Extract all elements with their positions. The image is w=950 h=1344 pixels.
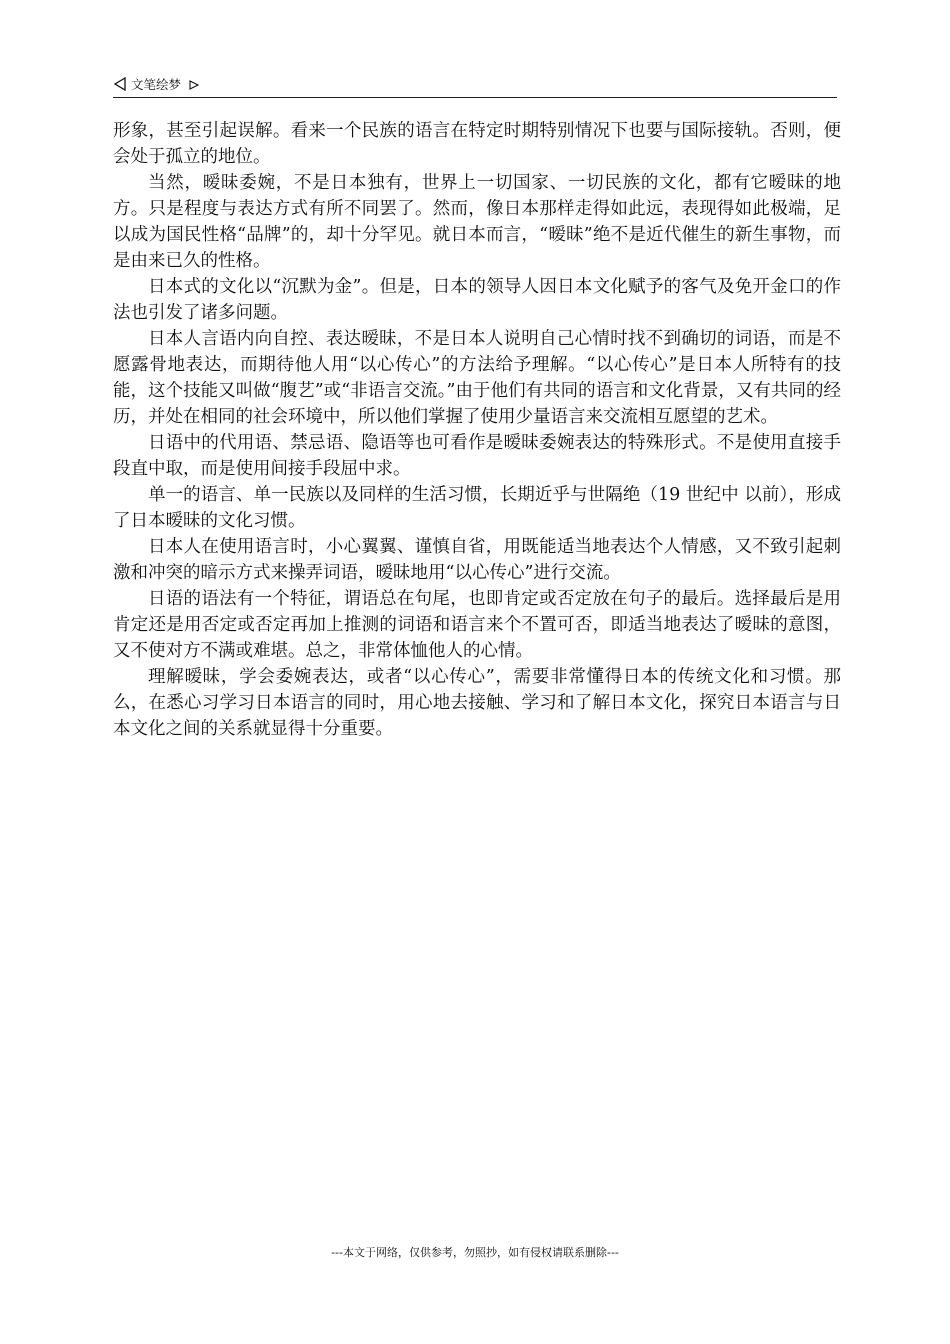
- page-header: [113, 74, 837, 98]
- paragraph: 日本式的文化以“沉默为金”。但是，日本的领导人因日本文化赋予的客气及免开金口的作法也引发了诸多问题。: [113, 277, 841, 323]
- document-body: [113, 118, 841, 742]
- paragraph: 日语中的代用语、禁忌语、隐语等也可看作是暧昧委婉表达的特殊形式。不是使用直接手段直中取，而是使用间接手段屈中求。: [113, 433, 841, 479]
- triangle-left-icon: [113, 77, 127, 91]
- paragraph: 形象，甚至引起误解。看来一个民族的语言在特定时期特别情况下也要与国际接轨。否则，便会处于孤立的地位。: [113, 121, 841, 167]
- paragraph: 日本人在使用语言时，小心翼翼、谨慎自省，用既能适当地表达个人情感，又不致引起刺激和冲突的暗示方式来操弄词语，暧昧地用“以心传心”进行交流。: [113, 537, 841, 583]
- paragraph: 单一的语言、单一民族以及同样的生活习惯，长期近乎与世隔绝（19 世纪中 以前），形成了日本暧昧的文化习惯。: [113, 485, 841, 531]
- header-title: 文笔绘梦: [131, 77, 182, 92]
- paragraph: 日语的语法有一个特征，谓语总在句尾，也即肯定或否定放在句子的最后。选择最后是用肯定还是用否定或否定再加上推测的词语和语言来个不置可否，即适当地表达了暧昧的意图，又不使对方不满或难堪。总之，非常体恤他人的心情。: [113, 589, 841, 661]
- paragraph: 理解暧昧，学会委婉表达，或者“以心传心”，需要非常懂得日本的传统文化和习惯。那么，在悉心习学习日本语言的同时，用心地去接触、学习和了解日本文化，探究日本语言与日本文化之间的关系就显得十分重要。: [113, 667, 841, 739]
- header-brand: [113, 74, 199, 94]
- page-footer: ---本文于网络，仅供参考，勿照抄，如有侵权请联系删除---: [331, 1246, 619, 1259]
- paragraph: 当然，暧昧委婉，不是日本独有，世界上一切国家、一切民族的文化，都有它暧昧的地方。只是程度与表达方式有所不同罢了。然而，像日本那样走得如此远，表现得如此极端，足以成为国民性格“品牌”的，却十分罕见。就日本而言，“暧昧”绝不是近代催生的新生事物，而是由来已久的性格。: [113, 173, 841, 271]
- triangle-right-icon: [189, 78, 199, 88]
- paragraph: 日本人言语内向自控、表达暧昧，不是日本人说明自己心情时找不到确切的词语，而是不愿露骨地表达，而期待他人用“以心传心”的方法给予理解。“以心传心”是日本人所特有的技能，这个技能又叫做“腹艺”或“非语言交流。”由于他们有共同的语言和文化背景，又有共同的经历，并处在相同的社会环境中，所以他们掌握了使用少量语言来交流相互愿望的艺术。: [113, 329, 841, 427]
